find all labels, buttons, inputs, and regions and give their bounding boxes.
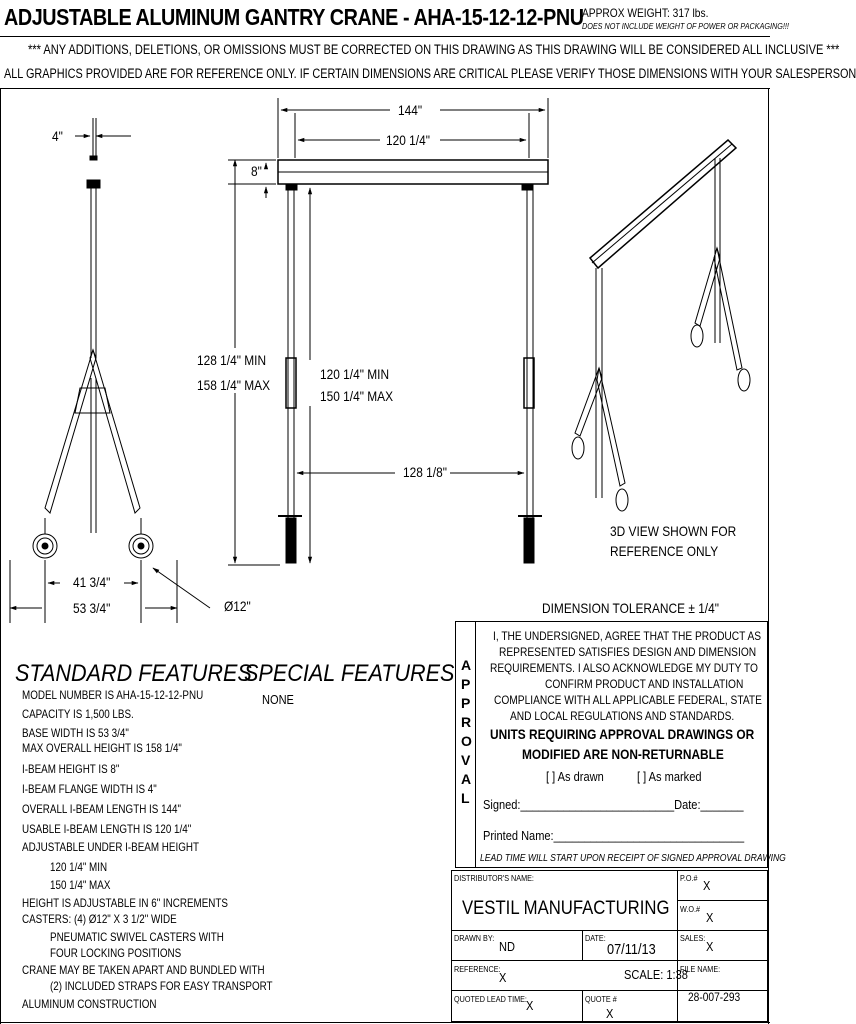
approval-text-line: REQUIREMENTS. I ALSO ACKNOWLEDGE MY DUTY TO: [490, 661, 758, 675]
reference-note: ALL GRAPHICS PROVIDED ARE FOR REFERENCE ONLY. IF CERTAIN DIMENSIONS ARE CRITICAL PLEASE VERIFY THOSE DIMENSIONS WITH YOUR SALESPERSON: [4, 66, 856, 81]
inclusive-note: *** ANY ADDITIONS, DELETIONS, OR OMISSIONS MUST BE CORRECTED ON THIS DRAWING AS THIS DRAWING WILL BE CONSIDERED ALL INCLUSIVE ***: [28, 42, 840, 57]
dim-wheel-base: 41 3/4": [73, 574, 111, 590]
feature-item: I-BEAM FLANGE WIDTH IS 4": [22, 782, 157, 796]
feature-item: 120 1/4" MIN: [50, 860, 108, 874]
non-returnable-warning-2: MODIFIED ARE NON-RETURNABLE: [522, 746, 724, 762]
po-value: X: [703, 878, 711, 893]
title-block-row-line: [451, 960, 768, 961]
approval-text-line: CONFIRM PRODUCT AND INSTALLATION: [545, 677, 744, 691]
feature-item: CASTERS: (4) Ø12" X 3 1/2" WIDE: [22, 912, 177, 926]
dim-beam-height: 8": [251, 163, 262, 179]
feature-item: ADJUSTABLE UNDER I-BEAM HEIGHT: [22, 840, 199, 854]
approval-letter: P: [461, 695, 471, 711]
title-block-col-line: [582, 930, 583, 960]
approval-divider: [475, 621, 476, 868]
standard-features-heading: STANDARD FEATURES: [15, 660, 252, 687]
drawn-by-label: DRAWN BY:: [454, 933, 495, 943]
dim-inner-width: 128 1/8": [403, 464, 447, 480]
file-name-label: FILE NAME:: [680, 964, 721, 974]
dimension-tolerance: DIMENSION TOLERANCE ± 1/4": [542, 600, 719, 616]
feature-item: FOUR LOCKING POSITIONS: [50, 946, 182, 960]
approval-letter: A: [461, 657, 472, 673]
printed-name-field[interactable]: Printed Name:_______________________________: [483, 828, 745, 843]
dim-under-max: 150 1/4" MAX: [320, 388, 394, 404]
as-drawn-checkbox[interactable]: [ ] As drawn: [546, 769, 604, 784]
approval-text-line: AND LOCAL REGULATIONS AND STANDARDS.: [510, 709, 735, 723]
quote-label: QUOTE #: [585, 994, 617, 1004]
approval-letter: A: [461, 771, 472, 787]
quoted-lead-time-value: X: [526, 998, 534, 1013]
feature-item: 150 1/4" MAX: [50, 878, 111, 892]
approval-letter: L: [461, 790, 470, 806]
approval-text-line: I, THE UNDERSIGNED, AGREE THAT THE PRODUCT AS: [493, 629, 762, 643]
quoted-lead-time-label: QUOTED LEAD TIME:: [454, 994, 527, 1004]
distributor-label: DISTRIBUTOR'S NAME:: [454, 873, 534, 883]
feature-item: HEIGHT IS ADJUSTABLE IN 6" INCREMENTS: [22, 896, 228, 910]
signed-field[interactable]: Signed:_________________________Date:_______: [483, 797, 744, 812]
approval-letter: V: [461, 752, 471, 768]
approval-letter: R: [461, 714, 472, 730]
front-view: [228, 98, 548, 565]
dim-flange: 4": [52, 128, 63, 144]
dim-caster-diameter: Ø12": [224, 598, 251, 614]
title-block-col-line: [677, 870, 678, 1022]
feature-item: MODEL NUMBER IS AHA-15-12-12-PNU: [22, 688, 204, 702]
lead-time-note: LEAD TIME WILL START UPON RECEIPT OF SIGNED APPROVAL DRAWING: [480, 852, 786, 864]
title-block-col-line: [582, 990, 583, 1022]
dim-under-min: 120 1/4" MIN: [320, 366, 390, 382]
feature-item: OVERALL I-BEAM LENGTH IS 144": [22, 802, 181, 816]
wo-value: X: [706, 910, 714, 925]
feature-item: BASE WIDTH IS 53 3/4": [22, 726, 129, 740]
view-note-line2: REFERENCE ONLY: [610, 543, 719, 559]
non-returnable-warning-1: UNITS REQUIRING APPROVAL DRAWINGS OR: [490, 726, 755, 742]
approval-letter: O: [461, 733, 472, 749]
feature-item: (2) INCLUDED STRAPS FOR EASY TRANSPORT: [50, 979, 273, 993]
distributor-name: VESTIL MANUFACTURING: [462, 898, 670, 919]
drawing-border-bottom: [0, 1022, 770, 1023]
title-block-row-line: [451, 930, 768, 931]
title-block-row-line: [677, 900, 768, 901]
feature-item: CRANE MAY BE TAKEN APART AND BUNDLED WITH: [22, 963, 265, 977]
sales-label: SALES:: [680, 933, 706, 943]
view-note-line1: 3D VIEW SHOWN FOR: [610, 523, 737, 539]
approx-weight: APPROX WEIGHT: 317 lbs.: [582, 6, 709, 20]
dim-overall-length: 144": [398, 102, 423, 118]
dim-overall-min: 128 1/4" MIN: [197, 352, 267, 368]
special-features-value: NONE: [262, 692, 294, 707]
dim-overall-max: 158 1/4" MAX: [197, 377, 271, 393]
dim-base-width: 53 3/4": [73, 600, 111, 616]
header-divider: [0, 36, 770, 37]
drawn-by-value: ND: [499, 939, 515, 954]
special-features-heading: SPECIAL FEATURES: [244, 660, 455, 687]
quote-value: X: [606, 1006, 614, 1021]
scale: SCALE: 1:38: [624, 967, 688, 982]
feature-item: USABLE I-BEAM LENGTH IS 120 1/4": [22, 822, 192, 836]
drawing-title: ADJUSTABLE ALUMINUM GANTRY CRANE - AHA-15-12-12-PNU: [4, 4, 584, 30]
feature-item: PNEUMATIC SWIVEL CASTERS WITH: [50, 930, 224, 944]
feature-item: MAX OVERALL HEIGHT IS 158 1/4": [22, 741, 182, 755]
3d-view: [572, 140, 750, 511]
dim-usable-length: 120 1/4": [386, 132, 430, 148]
sales-value: X: [706, 939, 714, 954]
feature-item: I-BEAM HEIGHT IS 8": [22, 762, 120, 776]
file-name-value: 28-007-293: [688, 990, 741, 1004]
approval-text-line: COMPLIANCE WITH ALL APPLICABLE FEDERAL, STATE: [494, 693, 762, 707]
feature-item: ALUMINUM CONSTRUCTION: [22, 997, 157, 1011]
approval-text-line: REPRESENTED SATISFIES DESIGN AND DIMENSION: [499, 645, 757, 659]
weight-note: DOES NOT INCLUDE WEIGHT OF POWER OR PACKAGING!!!: [582, 21, 789, 31]
po-label: P.O.#: [680, 873, 698, 883]
reference-label: REFERENCE:: [454, 964, 501, 974]
feature-item: CAPACITY IS 1,500 LBS.: [22, 707, 134, 721]
reference-value: X: [499, 970, 507, 985]
as-marked-checkbox[interactable]: [ ] As marked: [637, 769, 702, 784]
date-label: DATE:: [585, 933, 606, 943]
side-view: [10, 118, 210, 623]
date-value: 07/11/13: [607, 941, 656, 958]
approval-letter: P: [461, 676, 471, 692]
wo-label: W.O.#: [680, 904, 701, 914]
